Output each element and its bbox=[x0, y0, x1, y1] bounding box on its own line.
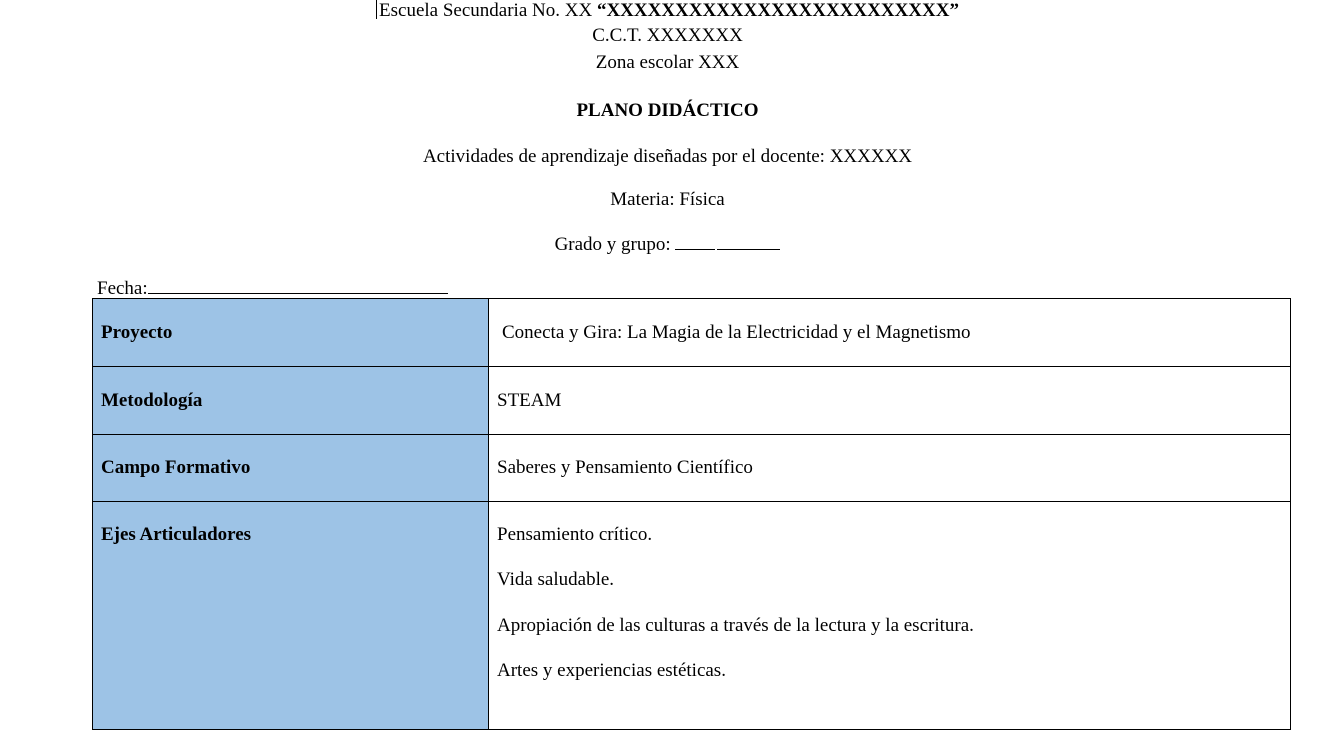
row-label-formative-field: Campo Formativo bbox=[93, 435, 489, 502]
row-label-methodology: Metodología bbox=[93, 367, 489, 435]
date-line bbox=[97, 275, 448, 300]
document-title: PLANO DIDÁCTICO bbox=[576, 100, 759, 121]
row-value-methodology: STEAM bbox=[489, 367, 1291, 435]
school-prefix: Escuela Secundaria No. XX bbox=[379, 0, 597, 21]
axis-item: Pensamiento crítico. bbox=[497, 524, 653, 545]
row-value-articulating-axes bbox=[489, 502, 1291, 730]
school-name: “XXXXXXXXXXXXXXXXXXXXXXXXX” bbox=[596, 0, 959, 21]
row-label-articulating-axes: Ejes Articuladores bbox=[93, 502, 489, 730]
school-line bbox=[0, 0, 1335, 22]
axis-item: Artes y experiencias estéticas. bbox=[497, 660, 726, 681]
grade-blank[interactable] bbox=[675, 233, 715, 250]
text-cursor bbox=[376, 0, 377, 19]
cct-line: C.C.T. XXXXXXX bbox=[592, 25, 743, 46]
table-row bbox=[93, 367, 1291, 435]
row-label-project: Proyecto bbox=[93, 299, 489, 367]
table-row bbox=[93, 299, 1291, 367]
table-row bbox=[93, 502, 1291, 730]
group-blank[interactable] bbox=[717, 233, 780, 250]
row-value-project: Conecta y Gira: La Magia de la Electricidad y el Magnetismo bbox=[489, 299, 1291, 367]
zone-line: Zona escolar XXX bbox=[595, 52, 740, 73]
table-row bbox=[93, 435, 1291, 502]
date-blank[interactable] bbox=[148, 275, 448, 294]
subject-line: Materia: Física bbox=[610, 189, 725, 210]
plan-table bbox=[92, 298, 1291, 730]
grade-label: Grado y grupo: bbox=[554, 234, 676, 255]
axis-item: Vida saludable. bbox=[497, 569, 615, 590]
axis-item: Apropiación de las culturas a través de la lectura y la escritura. bbox=[497, 615, 974, 636]
row-value-formative-field: Saberes y Pensamiento Científico bbox=[489, 435, 1291, 502]
activities-line: Actividades de aprendizaje diseñadas por el docente: XXXXXX bbox=[422, 146, 913, 167]
date-label: Fecha: bbox=[97, 278, 148, 299]
grade-line bbox=[0, 233, 1335, 256]
